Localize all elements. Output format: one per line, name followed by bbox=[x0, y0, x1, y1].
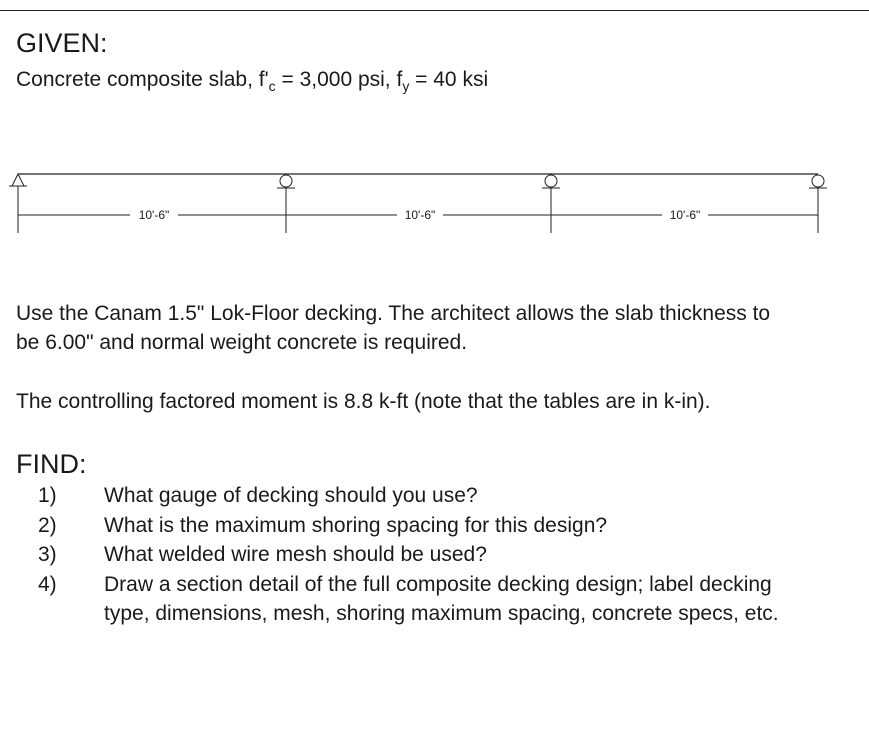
find-heading: FIND: bbox=[16, 449, 87, 479]
item-number: 1) bbox=[38, 484, 57, 507]
fy-subscript: y bbox=[402, 78, 410, 94]
fy-value: = 40 ksi bbox=[409, 68, 489, 91]
roller-support-icon bbox=[542, 175, 560, 233]
paragraph-1-line-1: Use the Canam 1.5" Lok-Floor decking. The architect allows the slab thickness to bbox=[16, 302, 771, 325]
pin-support-icon bbox=[9, 174, 27, 233]
roller-support-icon bbox=[809, 175, 827, 233]
span-label: 10'-6" bbox=[669, 208, 701, 222]
item-text: What is the maximum shoring spacing for this design? bbox=[104, 514, 608, 537]
roller-support-icon bbox=[277, 175, 295, 233]
item-text: What welded wire mesh should be used? bbox=[104, 543, 487, 566]
item-number: 4) bbox=[38, 573, 57, 596]
span-label: 10'-6" bbox=[404, 208, 436, 222]
item-number: 2) bbox=[38, 514, 57, 537]
item-text: type, dimensions, mesh, shoring maximum spacing, concrete specs, etc. bbox=[104, 602, 779, 625]
span-label: 10'-6" bbox=[138, 208, 170, 222]
given-heading: GIVEN: bbox=[16, 28, 108, 58]
item-text: What gauge of decking should you use? bbox=[104, 484, 478, 507]
slab-label: Concrete composite slab, f' bbox=[16, 68, 269, 91]
paragraph-1-line-2: be 6.00" and normal weight concrete is required. bbox=[16, 331, 468, 354]
fc-value: = 3,000 psi, f bbox=[275, 68, 403, 91]
top-rule bbox=[0, 10, 869, 11]
fc-subscript: c bbox=[268, 78, 276, 94]
given-line bbox=[16, 68, 488, 94]
paragraph-2: The controlling factored moment is 8.8 k-ft (note that the tables are in k-in). bbox=[16, 390, 711, 413]
beam-diagram bbox=[0, 165, 869, 240]
item-text: Draw a section detail of the full composite decking design; label decking bbox=[104, 573, 772, 596]
item-number: 3) bbox=[38, 543, 57, 566]
